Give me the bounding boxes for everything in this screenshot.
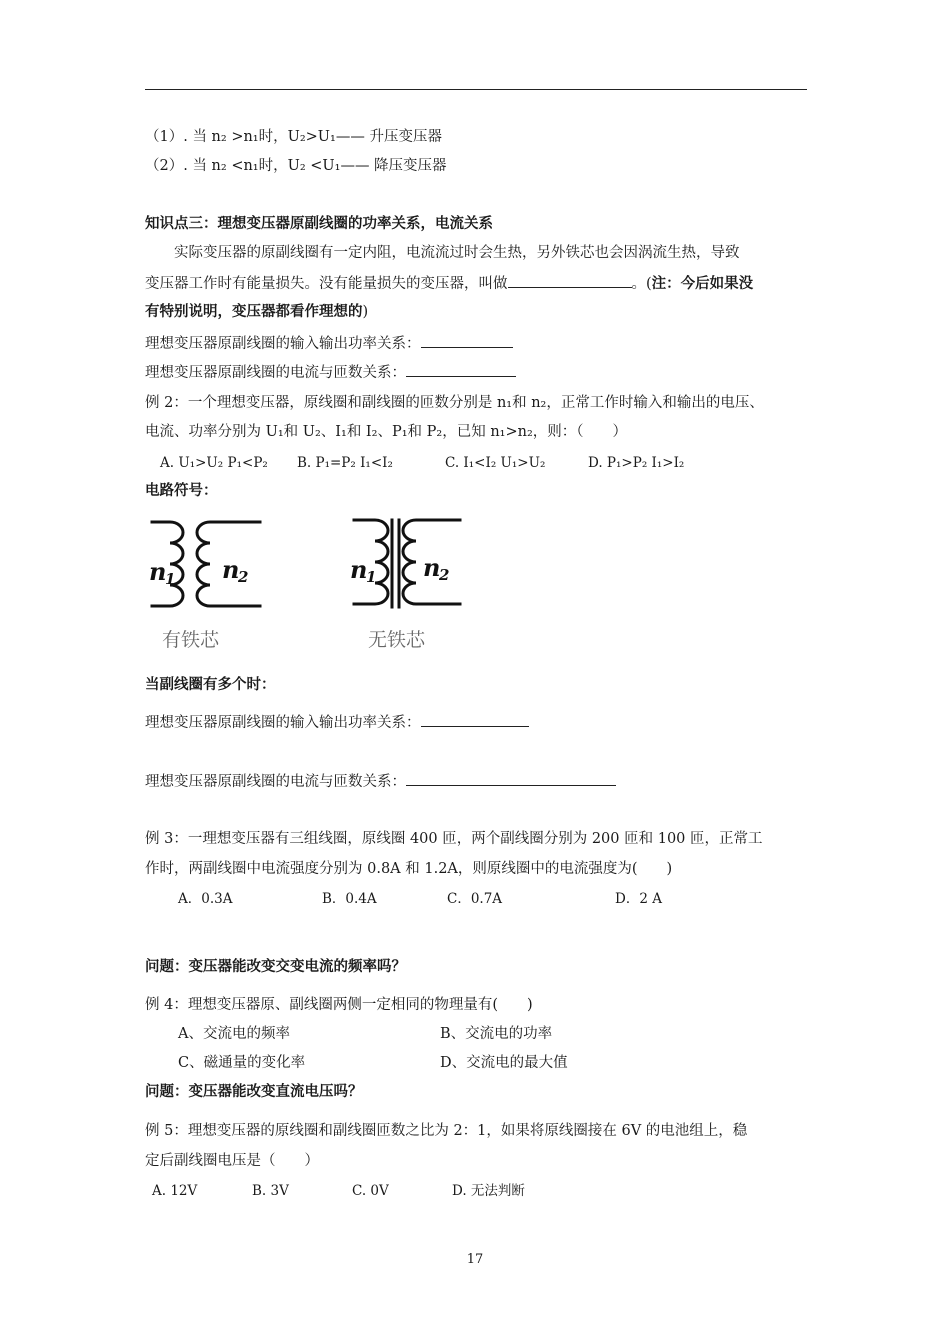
- paragraph-line-3: [145, 302, 368, 322]
- example-4-options-row-2: [178, 1053, 568, 1073]
- fill-blank-power[interactable]: [421, 333, 513, 348]
- multi-current-question: [145, 771, 616, 792]
- example-5-options: [152, 1181, 525, 1201]
- paragraph-line-1: 实际变压器的原副线圈有一定内阻，电流流过时会生热，另外铁芯也会因涡流生热，导致: [174, 245, 740, 261]
- transformer-symbols-figure: [140, 512, 480, 657]
- option-c: C. 0V: [352, 1183, 389, 1199]
- option-b: B. P₁=P₂ I₁<I₂: [297, 455, 393, 471]
- step-down-line: （2）. 当 n₂ <n₁时，U₂ <U₁—— 降压变压器: [145, 158, 447, 174]
- example-5-line-2: 定后副线圈电压是（ ）: [145, 1153, 319, 1169]
- label-n2-left: n: [222, 555, 240, 584]
- option-b: B．0.4A: [322, 891, 377, 907]
- example-5-line-1: 例 5：理想变压器的原线圈和副线圈匝数之比为 2：1，如果将原线圈接在 6V 的电池组上，稳: [145, 1123, 748, 1139]
- question-dc: 问题：变压器能改变直流电压吗？: [145, 1083, 363, 1100]
- current-relation-question: [145, 362, 516, 383]
- option-c: C. I₁<I₂ U₁>U₂: [445, 455, 546, 471]
- label-n1-left-sub: 1: [165, 570, 176, 588]
- question-text: 理想变压器原副线圈的电流与匝数关系：: [145, 774, 406, 790]
- fill-blank-multi-current[interactable]: [406, 771, 616, 786]
- option-a: A．0.3A: [178, 891, 233, 907]
- question-text: 理想变压器原副线圈的输入输出功率关系：: [145, 715, 421, 731]
- multi-power-question: [145, 712, 529, 733]
- option-d: D、交流电的最大值: [440, 1055, 568, 1071]
- option-a: A. 12V: [152, 1183, 198, 1199]
- option-d: D. 无法判断: [452, 1183, 525, 1199]
- option-b: B. 3V: [252, 1183, 289, 1199]
- label-n2-left-sub: 2: [238, 568, 249, 586]
- label-n2-right: n: [423, 553, 441, 582]
- label-n1-right: n: [350, 555, 368, 584]
- option-b: B、交流电的功率: [440, 1026, 553, 1042]
- paragraph-line-2: [145, 273, 753, 294]
- question-frequency: 问题：变压器能改变交变电流的频率吗？: [145, 958, 406, 975]
- multi-secondary-title: 当副线圈有多个时：: [145, 676, 276, 693]
- label-n2-right-sub: 2: [439, 566, 450, 584]
- note-text-cont: 有特别说明，变压器都看作理想的: [145, 303, 363, 320]
- label-n1-left: n: [149, 557, 167, 586]
- fill-blank-multi-power[interactable]: [421, 712, 529, 727]
- section-title-k3: 知识点三：理想变压器原副线圈的功率关系，电流关系: [145, 215, 493, 232]
- option-a: A. U₁>U₂ P₁<P₂: [160, 455, 268, 471]
- example-3-line-2: 作时，两副线圈中电流强度分别为 0.8A 和 1.2A，则原线圈中的电流强度为( ): [145, 861, 673, 877]
- header-rule: [145, 89, 807, 90]
- example-3-options: [178, 889, 662, 909]
- caption-no-core: 无铁芯: [368, 629, 426, 651]
- option-d: D. P₁>P₂ I₁>I₂: [588, 455, 685, 471]
- example-4-options-row-1: [178, 1024, 552, 1044]
- step-up-line: （1）. 当 n₂ >n₁时，U₂>U₁—— 升压变压器: [145, 129, 442, 145]
- page-number: 17: [466, 1252, 484, 1267]
- option-c: C、磁通量的变化率: [178, 1055, 306, 1071]
- question-text: 理想变压器原副线圈的输入输出功率关系：: [145, 336, 421, 352]
- power-relation-question: [145, 333, 513, 354]
- example-2-line-2: 电流、功率分别为 U₁和 U₂、I₁和 I₂、P₁和 P₂，已知 n₁>n₂，则：（ ）: [145, 424, 628, 440]
- question-text: 理想变压器原副线圈的电流与匝数关系：: [145, 365, 406, 381]
- example-2-options: [160, 453, 684, 473]
- option-c: C．0.7A: [447, 891, 503, 907]
- label-n1-right-sub: 1: [366, 568, 377, 586]
- paragraph-text: 变压器工作时有能量损失。没有能量损失的变压器，叫做: [145, 276, 508, 292]
- paren-open: 。(: [631, 276, 652, 292]
- caption-iron-core: 有铁芯: [162, 629, 220, 651]
- fill-blank-ideal[interactable]: [508, 273, 632, 288]
- option-a: A、交流电的频率: [178, 1026, 290, 1042]
- example-4: 例 4：理想变压器原、副线圈两侧一定相同的物理量有( ): [145, 997, 533, 1013]
- example-3-line-1: 例 3：一理想变压器有三组线圈，原线圈 400 匝，两个副线圈分别为 200 匝和 100 匝，正常工: [145, 831, 763, 847]
- option-d: D．2 A: [615, 891, 662, 907]
- circuit-symbol-title: 电路符号：: [145, 482, 218, 499]
- note-text: 注：今后如果没: [651, 275, 754, 292]
- paren-close: ): [362, 304, 369, 320]
- example-2-line-1: 例 2：一个理想变压器，原线圈和副线圈的匝数分别是 n₁和 n₂，正常工作时输入和输出的电压、: [145, 395, 764, 411]
- fill-blank-current[interactable]: [406, 362, 516, 377]
